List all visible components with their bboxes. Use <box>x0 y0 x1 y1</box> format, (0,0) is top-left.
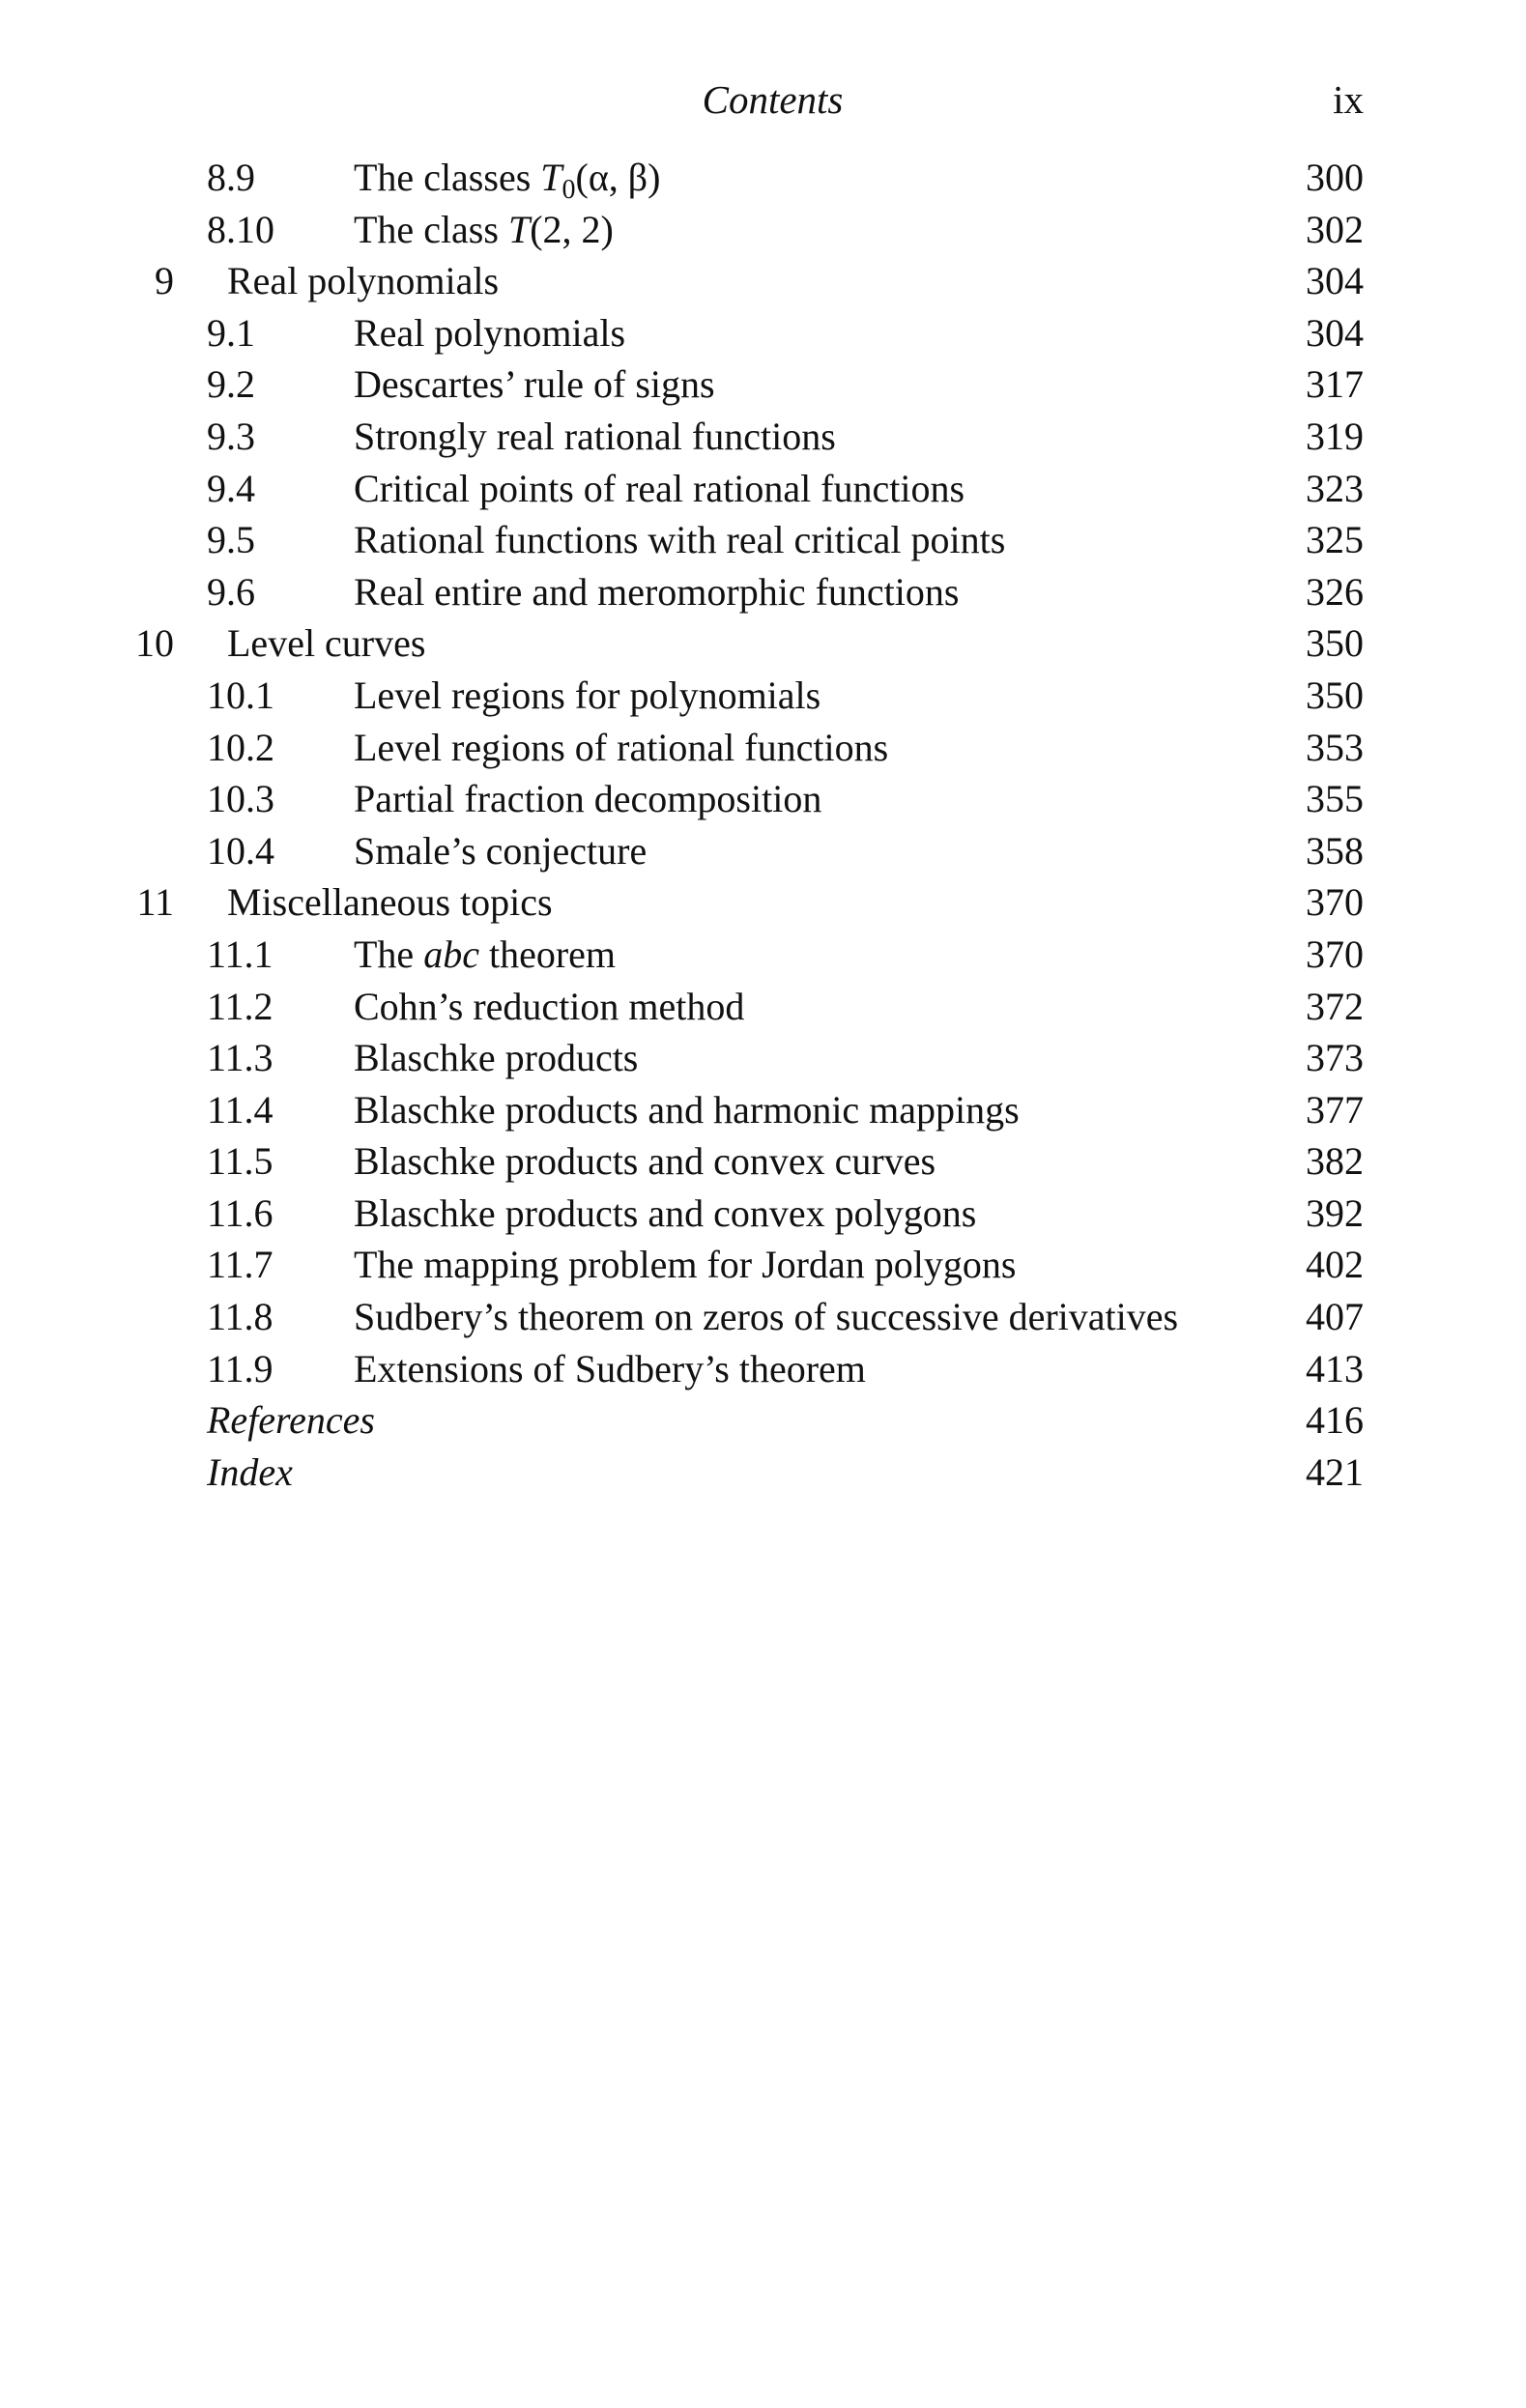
section-title: The abc theorem <box>354 932 617 976</box>
running-head <box>0 75 1526 124</box>
section-title: Descartes’ rule of signs <box>354 362 715 407</box>
page-ref: 402 <box>1306 1243 1364 1287</box>
section-title: The mapping problem for Jordan polygons <box>354 1243 1017 1287</box>
section-title: The class T(2, 2) <box>354 207 614 251</box>
toc-entry-index[interactable] <box>0 1448 1526 1501</box>
page-number: ix <box>1333 77 1364 122</box>
toc-entry-10-4[interactable] <box>0 827 1526 879</box>
running-head-title: Contents <box>702 77 844 122</box>
page-ref: 373 <box>1306 1036 1364 1080</box>
page-ref: 358 <box>1306 828 1364 873</box>
section-number: 9.2 <box>207 362 255 407</box>
toc-entry-11-6[interactable] <box>0 1190 1526 1242</box>
section-title: Partial fraction decomposition <box>354 777 822 821</box>
page-ref: 326 <box>1306 569 1364 614</box>
toc-entry-references[interactable] <box>0 1396 1526 1448</box>
section-number: 11.2 <box>207 984 274 1028</box>
page-ref: 355 <box>1306 777 1364 821</box>
section-title: Rational functions with real critical points <box>354 518 1006 562</box>
section-number: 10.3 <box>207 777 274 821</box>
page-ref: 319 <box>1306 414 1364 458</box>
page-ref: 377 <box>1306 1087 1364 1132</box>
chapter-title: Miscellaneous topics <box>227 880 553 925</box>
table-of-contents <box>0 154 1526 1500</box>
section-title: Level regions for polynomials <box>354 673 821 717</box>
toc-entry-9-4[interactable] <box>0 465 1526 517</box>
section-number: 11.3 <box>207 1036 274 1080</box>
toc-entry-10-3[interactable] <box>0 775 1526 827</box>
section-number: 9.1 <box>207 310 255 355</box>
page-ref: 413 <box>1306 1346 1364 1390</box>
section-number: 11.9 <box>207 1346 274 1390</box>
section-title: Blaschke products <box>354 1036 639 1080</box>
section-title: Level regions of rational functions <box>354 725 889 769</box>
toc-entry-11-8[interactable] <box>0 1293 1526 1345</box>
backmatter-title: References <box>207 1398 375 1443</box>
section-title: Blaschke products and convex polygons <box>354 1190 977 1235</box>
toc-entry-9-5[interactable] <box>0 516 1526 568</box>
toc-entry-9-6[interactable] <box>0 568 1526 620</box>
toc-entry-11-2[interactable] <box>0 983 1526 1035</box>
page-ref: 370 <box>1306 880 1364 925</box>
page-ref: 325 <box>1306 518 1364 562</box>
section-title: Extensions of Sudbery’s theorem <box>354 1346 866 1390</box>
toc-chapter-9[interactable] <box>0 257 1526 309</box>
page-ref: 350 <box>1306 621 1364 666</box>
page-ref: 407 <box>1306 1295 1364 1339</box>
section-title: The classes $T_0(\alpha$, β) <box>354 156 661 205</box>
backmatter-title: Index <box>207 1449 293 1494</box>
section-title: Blaschke products and convex curves <box>354 1139 936 1184</box>
section-number: 9.4 <box>207 466 255 510</box>
section-number: 11.6 <box>207 1190 274 1235</box>
page-ref: 370 <box>1306 932 1364 976</box>
page-ref: 382 <box>1306 1139 1364 1184</box>
page-ref: 350 <box>1306 673 1364 717</box>
section-number: 9.5 <box>207 518 255 562</box>
section-number: 11.5 <box>207 1139 274 1184</box>
toc-entry-11-4[interactable] <box>0 1086 1526 1138</box>
section-number: 10.2 <box>207 725 274 769</box>
section-title: Cohn’s reduction method <box>354 984 745 1028</box>
page-ref: 353 <box>1306 725 1364 769</box>
chapter-number: 10 <box>135 621 174 666</box>
section-title: Blaschke products and harmonic mappings <box>354 1087 1020 1132</box>
section-title: Critical points of real rational functions <box>354 466 965 510</box>
page-ref: 372 <box>1306 984 1364 1028</box>
section-number: 11.4 <box>207 1087 274 1132</box>
page-ref: 323 <box>1306 466 1364 510</box>
toc-chapter-10[interactable] <box>0 619 1526 672</box>
page-ref: 304 <box>1306 310 1364 355</box>
chapter-number: 9 <box>155 259 174 303</box>
section-number: 10.4 <box>207 828 274 873</box>
toc-entry-8-10[interactable] <box>0 206 1526 258</box>
section-number: 11.8 <box>207 1295 274 1339</box>
toc-entry-9-3[interactable] <box>0 413 1526 465</box>
toc-entry-11-3[interactable] <box>0 1034 1526 1086</box>
toc-entry-10-1[interactable] <box>0 672 1526 724</box>
section-number: 8.10 <box>207 207 274 251</box>
section-title: Strongly real rational functions <box>354 414 836 458</box>
page-ref: 302 <box>1306 207 1364 251</box>
page-ref: 421 <box>1306 1449 1364 1494</box>
toc-entry-11-7[interactable] <box>0 1241 1526 1293</box>
section-title: Sudbery’s theorem on zeros of successive derivatives <box>354 1295 1179 1339</box>
section-number: 8.9 <box>207 156 255 199</box>
page-ref: 304 <box>1306 259 1364 303</box>
page-ref: 392 <box>1306 1190 1364 1235</box>
toc-entry-9-1[interactable] <box>0 309 1526 361</box>
toc-entry-11-1[interactable] <box>0 931 1526 983</box>
page-ref: 317 <box>1306 362 1364 407</box>
toc-entry-8-9[interactable] <box>0 154 1526 206</box>
section-number: 9.3 <box>207 414 255 458</box>
page-ref: 416 <box>1306 1398 1364 1443</box>
chapter-title: Real polynomials <box>227 259 500 303</box>
section-title: Real entire and meromorphic functions <box>354 569 960 614</box>
chapter-number: 11 <box>136 880 174 925</box>
toc-chapter-11[interactable] <box>0 878 1526 931</box>
section-number: 10.1 <box>207 673 274 717</box>
section-title: Smale’s conjecture <box>354 828 648 873</box>
chapter-title: Level curves <box>227 621 426 666</box>
toc-entry-11-5[interactable] <box>0 1137 1526 1190</box>
page-ref: 300 <box>1306 156 1364 199</box>
section-number: 9.6 <box>207 569 255 614</box>
section-number: 11.7 <box>207 1243 274 1287</box>
section-title: Real polynomials <box>354 310 626 355</box>
toc-entry-9-2[interactable] <box>0 360 1526 413</box>
toc-entry-10-2[interactable] <box>0 724 1526 776</box>
toc-entry-11-9[interactable] <box>0 1345 1526 1397</box>
section-number: 11.1 <box>207 932 274 976</box>
